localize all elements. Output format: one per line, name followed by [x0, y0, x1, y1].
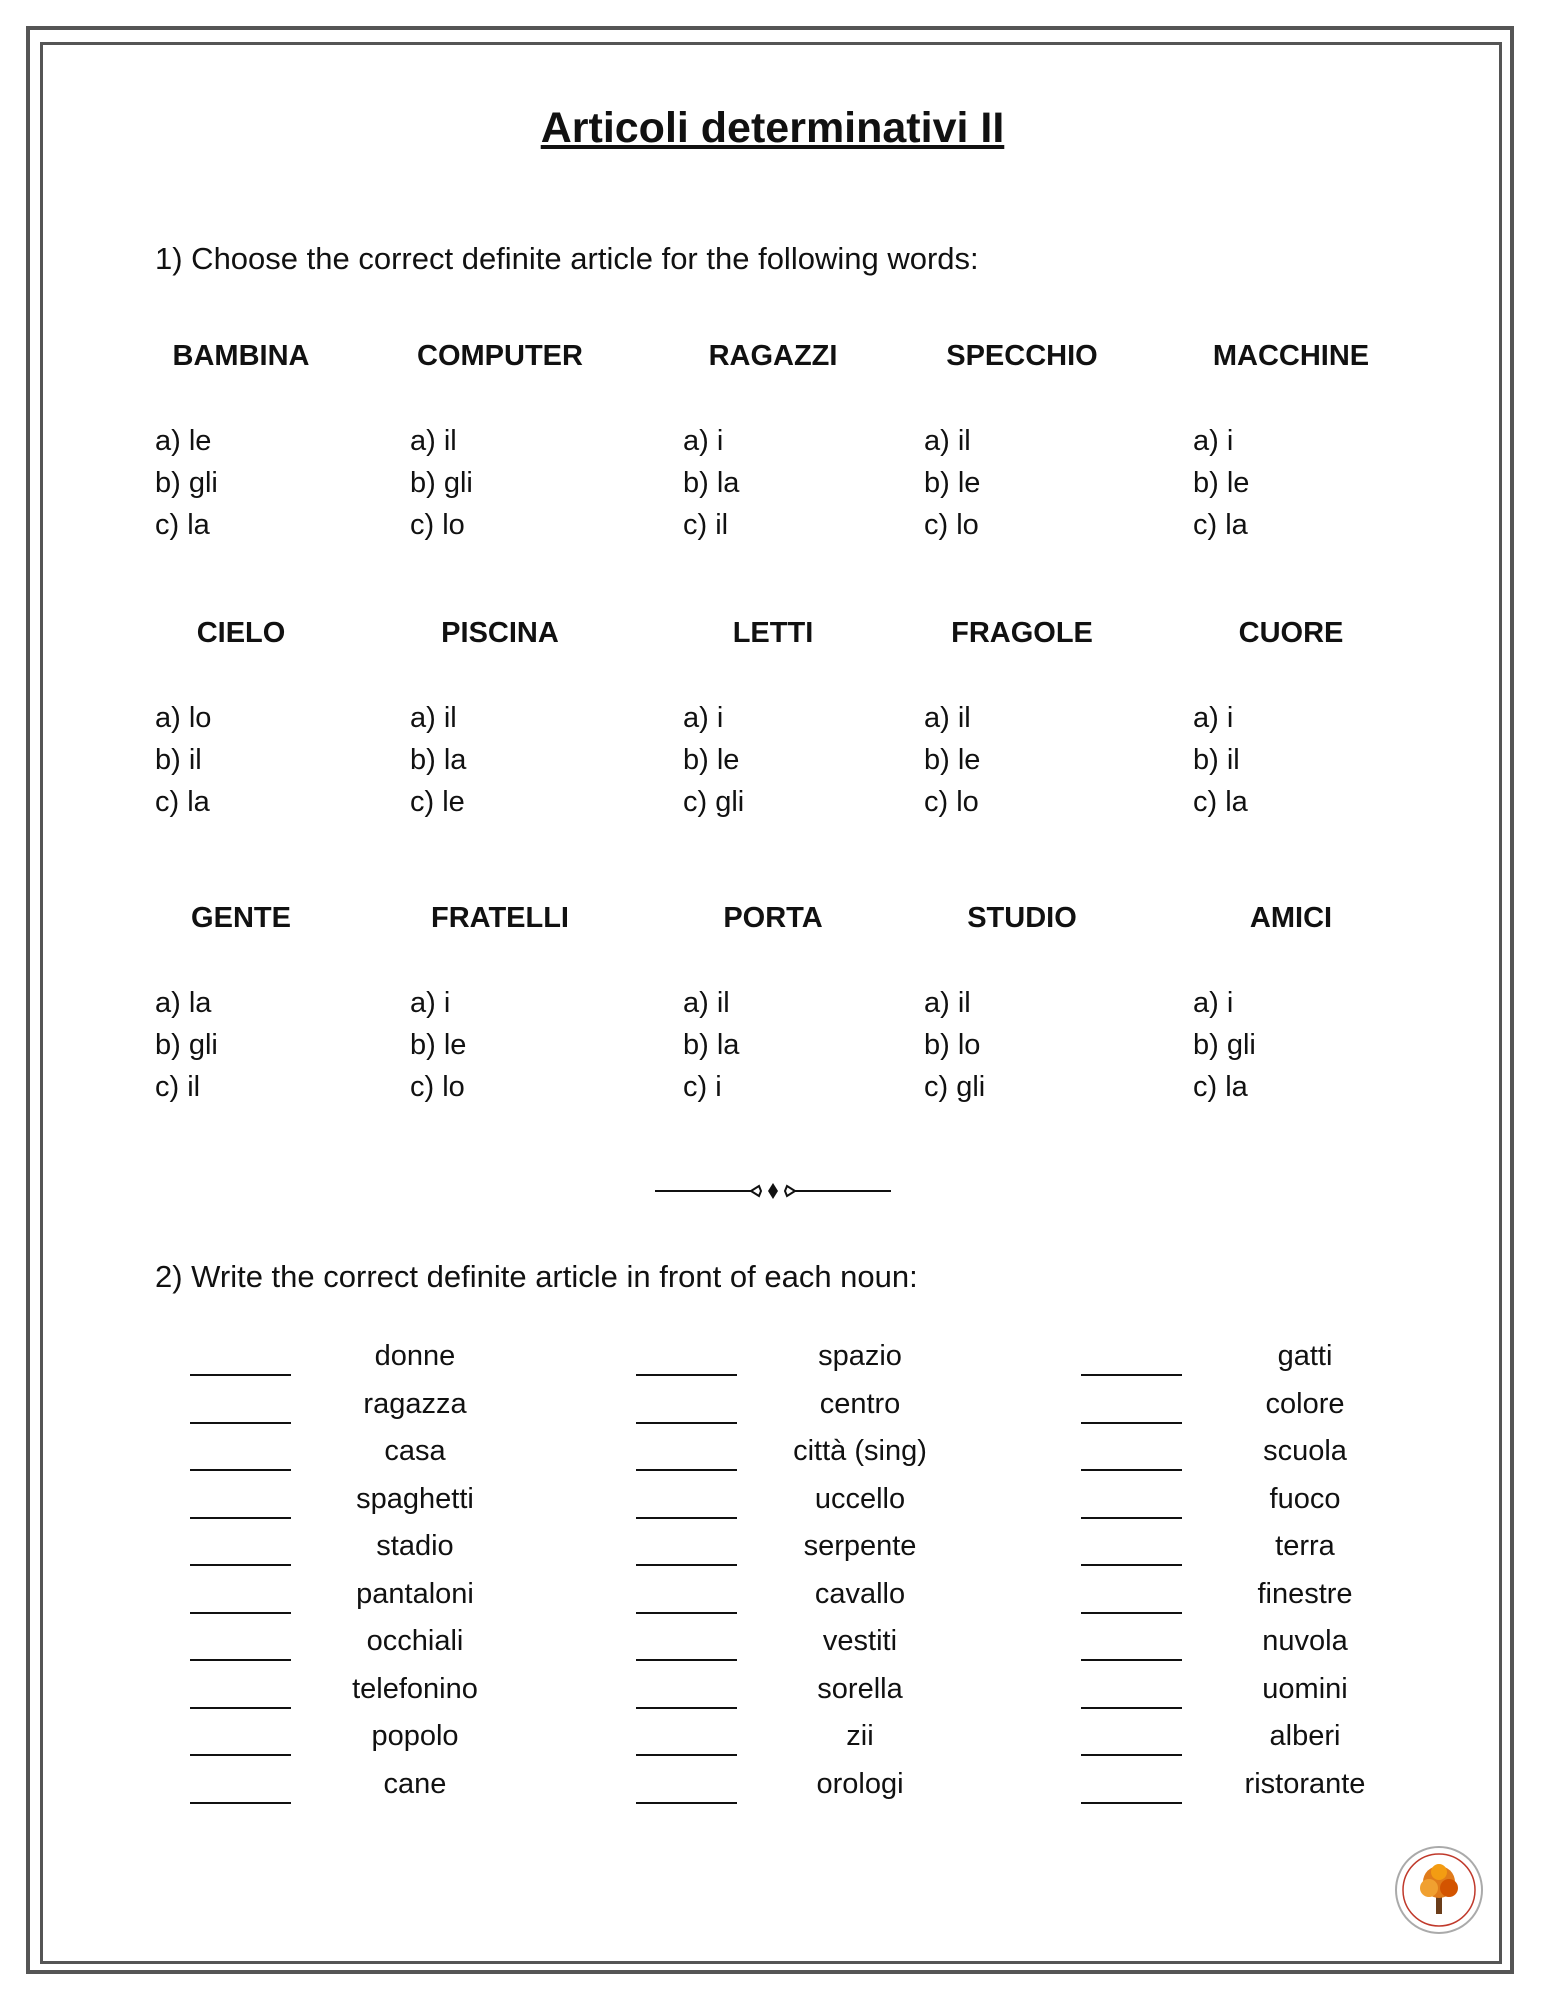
answer-blank[interactable] — [190, 1707, 291, 1709]
mc-option[interactable]: a) il — [410, 425, 457, 457]
noun-word: sorella — [817, 1672, 903, 1705]
noun-word: serpente — [803, 1530, 917, 1562]
section1-instruction: 1) Choose the correct definite article for the following words: — [155, 241, 979, 276]
mc-word: RAGAZZI — [708, 340, 838, 372]
mc-option[interactable]: a) il — [924, 425, 971, 457]
noun-word: orologi — [816, 1767, 904, 1800]
noun-word: ristorante — [1244, 1767, 1366, 1800]
noun-word: spazio — [818, 1340, 902, 1372]
answer-blank[interactable] — [1081, 1374, 1182, 1376]
mc-word: CUORE — [1238, 617, 1344, 649]
mc-word: COMPUTER — [417, 340, 583, 372]
mc-word: CIELO — [196, 617, 286, 649]
noun-word: terra — [1275, 1530, 1335, 1562]
answer-blank[interactable] — [1081, 1754, 1182, 1756]
noun-word: vestiti — [822, 1625, 898, 1657]
mc-word: STUDIO — [967, 902, 1077, 934]
mc-option[interactable]: a) la — [155, 987, 212, 1019]
mc-options — [924, 982, 985, 1108]
mc-options — [683, 982, 739, 1108]
noun-word: uccello — [814, 1482, 906, 1515]
answer-blank[interactable] — [636, 1612, 737, 1614]
answer-blank[interactable] — [1081, 1564, 1182, 1566]
mc-options — [1193, 982, 1256, 1108]
noun-word: finestre — [1257, 1577, 1353, 1610]
mc-options — [155, 697, 211, 823]
noun-word: pantaloni — [356, 1577, 474, 1610]
mc-word: MACCHINE — [1212, 340, 1370, 372]
answer-blank[interactable] — [636, 1517, 737, 1519]
noun-word: zii — [846, 1720, 874, 1752]
answer-blank[interactable] — [636, 1707, 737, 1709]
noun-word: fuoco — [1269, 1482, 1341, 1515]
mc-option[interactable]: a) i — [683, 425, 724, 457]
page-title: Articoli determinativi II — [540, 104, 1005, 152]
answer-blank[interactable] — [1081, 1612, 1182, 1614]
mc-option[interactable]: a) i — [1193, 987, 1234, 1019]
mc-option[interactable]: b) gli — [155, 1029, 218, 1061]
answer-blank[interactable] — [1081, 1469, 1182, 1471]
mc-option[interactable]: b) il — [155, 744, 202, 776]
noun-word: colore — [1265, 1387, 1345, 1420]
noun-word: scuola — [1263, 1435, 1347, 1467]
answer-blank[interactable] — [190, 1659, 291, 1661]
noun-word: alberi — [1269, 1720, 1341, 1752]
answer-blank[interactable] — [636, 1374, 737, 1376]
mc-option[interactable]: b) la — [683, 1029, 740, 1061]
noun-word: centro — [819, 1387, 901, 1420]
brand-logo — [1393, 1844, 1485, 1936]
mc-options — [155, 982, 218, 1108]
mc-option[interactable]: b) le — [410, 1029, 467, 1061]
mc-option[interactable]: b) gli — [1193, 1029, 1256, 1061]
answer-blank[interactable] — [190, 1564, 291, 1566]
frame-corner — [1492, 26, 1514, 48]
mc-option[interactable]: b) il — [1193, 744, 1240, 776]
answer-blank[interactable] — [190, 1422, 291, 1424]
noun-word: donne — [374, 1340, 456, 1372]
answer-blank[interactable] — [190, 1802, 291, 1804]
mc-option[interactable]: a) il — [924, 702, 971, 734]
mc-option[interactable]: c) la — [1193, 786, 1248, 818]
noun-word: uomini — [1262, 1672, 1348, 1705]
answer-blank[interactable] — [1081, 1707, 1182, 1709]
noun-word: casa — [384, 1435, 446, 1467]
mc-option[interactable]: c) il — [155, 1071, 201, 1103]
mc-option[interactable]: c) la — [1193, 1071, 1248, 1103]
answer-blank[interactable] — [636, 1754, 737, 1756]
mc-word: AMICI — [1249, 902, 1333, 934]
noun-word: nuvola — [1262, 1625, 1348, 1657]
mc-option[interactable]: b) le — [1193, 467, 1250, 499]
noun-word: occhiali — [366, 1625, 464, 1657]
mc-option[interactable]: b) le — [924, 467, 981, 499]
section2-instruction: 2) Write the correct definite article in front of each noun: — [155, 1259, 918, 1294]
answer-blank[interactable] — [190, 1612, 291, 1614]
mc-option[interactable]: a) i — [683, 702, 724, 734]
answer-blank[interactable] — [636, 1564, 737, 1566]
mc-option[interactable]: c) il — [683, 509, 729, 541]
mc-options — [155, 420, 218, 546]
answer-blank[interactable] — [636, 1802, 737, 1804]
noun-word: cane — [383, 1767, 447, 1800]
answer-blank[interactable] — [190, 1754, 291, 1756]
mc-option[interactable]: a) il — [683, 987, 730, 1019]
mc-options — [1193, 420, 1249, 546]
mc-option[interactable]: a) le — [155, 425, 212, 457]
ornamental-divider — [655, 1180, 891, 1202]
noun-word: popolo — [371, 1720, 459, 1752]
mc-option[interactable]: b) gli — [155, 467, 218, 499]
mc-option[interactable]: c) gli — [683, 786, 745, 818]
mc-options — [924, 697, 980, 823]
mc-option[interactable]: a) lo — [155, 702, 212, 734]
mc-options — [683, 697, 744, 823]
mc-option[interactable]: c) lo — [924, 786, 979, 818]
noun-word: stadio — [376, 1530, 454, 1562]
mc-option[interactable]: c) le — [410, 786, 465, 818]
answer-blank[interactable] — [636, 1422, 737, 1424]
mc-word: SPECCHIO — [946, 340, 1098, 372]
mc-option[interactable]: a) il — [410, 702, 457, 734]
mc-option[interactable]: b) le — [683, 744, 740, 776]
mc-options — [1193, 697, 1248, 823]
mc-option[interactable]: b) le — [924, 744, 981, 776]
noun-word: spaghetti — [356, 1482, 474, 1515]
answer-blank[interactable] — [1081, 1422, 1182, 1424]
mc-option[interactable]: c) la — [1193, 509, 1248, 541]
mc-word: BAMBINA — [172, 340, 310, 372]
mc-option[interactable]: b) lo — [924, 1029, 981, 1061]
mc-option[interactable]: c) lo — [924, 509, 979, 541]
mc-option[interactable]: c) gli — [924, 1071, 986, 1103]
answer-blank[interactable] — [636, 1469, 737, 1471]
mc-options — [683, 420, 739, 546]
answer-blank[interactable] — [1081, 1517, 1182, 1519]
answer-blank[interactable] — [1081, 1802, 1182, 1804]
answer-blank[interactable] — [190, 1374, 291, 1376]
frame-corner — [1492, 1952, 1514, 1974]
mc-word: GENTE — [191, 902, 291, 934]
mc-options — [410, 982, 466, 1108]
mc-options — [924, 420, 980, 546]
noun-word: cavallo — [814, 1577, 906, 1610]
mc-option[interactable]: a) i — [1193, 425, 1234, 457]
mc-option[interactable]: a) i — [1193, 702, 1234, 734]
answer-blank[interactable] — [190, 1517, 291, 1519]
mc-word: LETTI — [732, 617, 814, 649]
mc-option[interactable]: c) lo — [410, 1071, 465, 1103]
answer-blank[interactable] — [190, 1469, 291, 1471]
mc-option[interactable]: c) lo — [410, 509, 465, 541]
mc-word: PISCINA — [441, 617, 559, 649]
mc-option[interactable]: c) i — [683, 1071, 722, 1103]
mc-option[interactable]: b) la — [683, 467, 740, 499]
frame-corner — [26, 1952, 48, 1974]
mc-options — [410, 420, 473, 546]
noun-word: telefonino — [352, 1672, 478, 1705]
mc-word: PORTA — [723, 902, 823, 934]
noun-word: gatti — [1277, 1340, 1333, 1372]
noun-word: ragazza — [363, 1387, 467, 1420]
mc-option[interactable]: b) la — [410, 744, 467, 776]
noun-word: città (sing) — [793, 1435, 927, 1467]
mc-word: FRATELLI — [431, 902, 569, 934]
mc-option[interactable]: b) gli — [410, 467, 473, 499]
mc-option[interactable]: a) il — [924, 987, 971, 1019]
answer-blank[interactable] — [636, 1659, 737, 1661]
mc-options — [410, 697, 466, 823]
answer-blank[interactable] — [1081, 1659, 1182, 1661]
frame-corner — [26, 26, 48, 48]
mc-option[interactable]: c) la — [155, 509, 210, 541]
mc-option[interactable]: c) la — [155, 786, 210, 818]
mc-word: FRAGOLE — [951, 617, 1093, 649]
mc-option[interactable]: a) i — [410, 987, 451, 1019]
